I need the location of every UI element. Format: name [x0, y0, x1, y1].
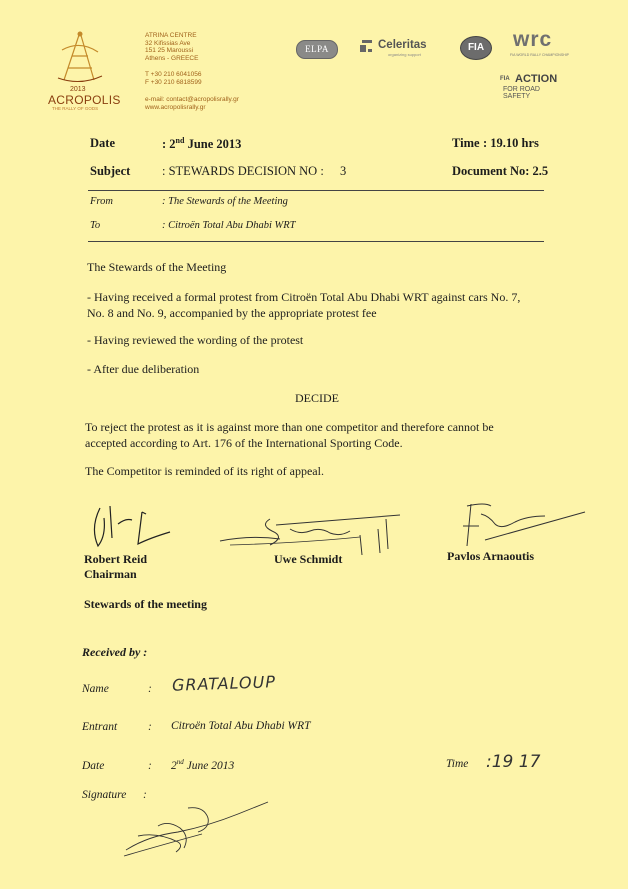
action-label: ACTION: [515, 73, 558, 85]
body-point-2: - Having reviewed the wording of the protest: [87, 333, 304, 347]
signature-label: Signature: [82, 789, 127, 801]
web-text: www.acropolisrally.gr: [145, 103, 206, 111]
body-decide: DECIDE: [295, 391, 339, 405]
body-decision: To reject the protest as it is against more than one competitor and therefore cannot be accepted according to Art. 176 of the International Sporting Code.: [85, 420, 494, 450]
celeritas-sub: organizing support: [388, 52, 421, 57]
signature-colon: :: [143, 789, 147, 801]
entrant-value: Citroën Total Abu Dhabi WRT: [171, 720, 311, 732]
date-label: Date: [90, 136, 115, 150]
contact-block: [145, 71, 202, 86]
action-road-safety-logo: [497, 73, 567, 100]
phone-text: T +30 210 6041056: [145, 71, 202, 78]
receipt-time-label: Time: [446, 758, 469, 770]
fax-text: F +30 210 6818599: [145, 78, 202, 86]
receipt-time-handwritten: :19 17: [486, 752, 541, 772]
acropolis-logo-icon: [50, 28, 110, 88]
celeritas-label: Celeritas: [378, 39, 427, 51]
time-value: : 19.10 hrs: [483, 136, 539, 150]
subject-number: 3: [340, 164, 347, 178]
address-block: [145, 32, 198, 62]
receipt-date-label: Date: [82, 760, 105, 772]
receipt-date-value: 2nd June 2013: [171, 758, 235, 772]
from-label: From: [90, 196, 113, 207]
to-label: To: [90, 220, 101, 231]
elpa-logo-icon: ELPA: [296, 40, 338, 59]
name-handwritten: GRATALOUP: [171, 672, 277, 695]
to-value: : Citroën Total Abu Dhabi WRT: [162, 220, 296, 231]
fia-logo-icon: FIA: [460, 36, 492, 60]
divider-bottom: [88, 241, 544, 242]
signature-arnaoutis-icon: [455, 496, 595, 556]
name-label: Name: [82, 683, 109, 695]
entrant-label: Entrant: [82, 721, 118, 733]
address-line: 32 Kifissias Ave: [145, 39, 191, 47]
receipt-signature-icon: [118, 796, 288, 862]
wrc-logo-icon: wrc: [513, 28, 553, 51]
from-value: : The Stewards of the Meeting: [162, 196, 288, 207]
logo-year: 2013: [70, 86, 86, 93]
subject-value: : STEWARDS DECISION NO :: [162, 164, 324, 178]
online-block: [145, 96, 239, 111]
receipt-date-colon: :: [148, 760, 152, 772]
stewards-group-label: Stewards of the meeting: [84, 597, 207, 611]
body-intro: The Stewards of the Meeting: [87, 260, 227, 274]
signature-reid-icon: [80, 488, 200, 558]
date-value: : 2nd June 2013: [162, 136, 242, 152]
action-sub: FOR ROAD SAFETY: [503, 86, 540, 100]
body-point-1: - Having received a formal protest from Citroën Total Abu Dhabi WRT against cars No. 7, No. 8 and No. 9, accompanied by the appropriate protest fee: [87, 290, 521, 320]
logo-event-name: ACROPOLIS: [48, 93, 121, 107]
entrant-colon: :: [148, 721, 152, 733]
time-label: Time: [452, 136, 480, 150]
signatory-2-name: Uwe Schmidt: [274, 552, 343, 566]
received-by-label: Received by :: [82, 645, 148, 659]
signatory-1-name: Robert Reid: [84, 552, 147, 566]
action-fia-text: FIA: [500, 76, 510, 82]
celeritas-mark-icon: [358, 38, 374, 54]
wrc-sub: FIA WORLD RALLY CHAMPIONSHIP: [510, 53, 569, 57]
signatory-3-name: Pavlos Arnaoutis: [447, 549, 535, 563]
logo-tagline: THE RALLY OF GODS: [52, 106, 99, 111]
address-line: 151 25 Maroussi: [145, 47, 194, 55]
divider-top: [88, 190, 544, 191]
document-number: Document No: 2.5: [452, 164, 549, 178]
name-colon: :: [148, 683, 152, 695]
address-line: ATRINA CENTRE: [145, 32, 197, 39]
subject-label: Subject: [90, 164, 131, 178]
signatory-1-role: Chairman: [84, 567, 137, 581]
body-appeal: The Competitor is reminded of its right of appeal.: [85, 464, 324, 478]
address-line: Athens - GREECE: [145, 54, 199, 62]
email-text: e-mail: contact@acropolisrally.gr: [145, 96, 239, 103]
body-point-3: - After due deliberation: [87, 362, 200, 376]
